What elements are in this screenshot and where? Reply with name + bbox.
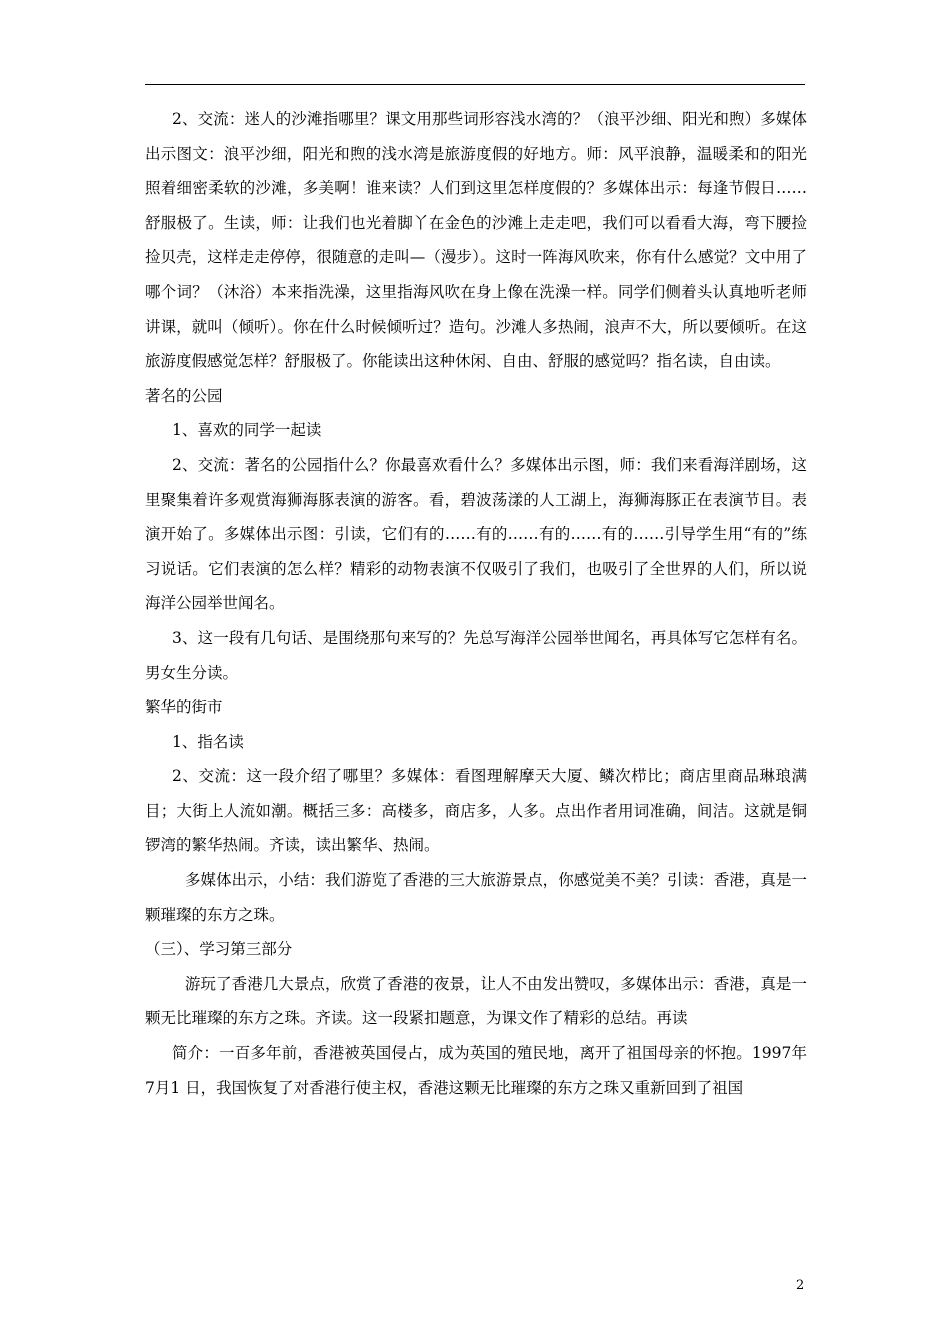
page-number: 2 xyxy=(796,1278,805,1293)
paragraph-park-discussion: 2、交流：著名的公园指什么？你最喜欢看什么？多媒体出示图，师：我们来看海洋剧场，这里聚集着许多观赏海狮海豚表演的游客。看，碧波荡漾的人工湖上，海狮海豚正在表演节目。表演开始了。多媒体出示图：引读，它们有的……有的……有的……有的……引导学生用“有的”练习说话。它们表演的怎么样？精彩的动物表演不仅吸引了我们，也吸引了全世界的人们，所以说海洋公园举世闻名。 xyxy=(145,455,807,613)
document-body xyxy=(145,102,807,1105)
header-rule xyxy=(145,84,805,85)
section-heading-part-three: （三）、学习第三部分 xyxy=(145,940,293,959)
section-heading-famous-park: 著名的公园 xyxy=(145,386,223,405)
paragraph-summary: 多媒体出示，小结：我们游览了香港的三大旅游景点，你感觉美不美？引读：香港，真是一颗璀璨的东方之珠。 xyxy=(145,871,807,924)
paragraph-history-intro: 简介：一百多年前，香港被英国侵占，成为英国的殖民地，离开了祖国母亲的怀抱。1997年7月1 日，我国恢复了对香港行使主权，香港这颗无比璀璨的东方之珠又重新回到了祖国 xyxy=(145,1044,807,1097)
paragraph-street-read: 1、指名读 xyxy=(172,732,244,751)
paragraph-park-structure: 3、这一段有几句话、是围绕那句来写的？先总写海洋公园举世闻名，再具体写它怎样有名。男女生分读。 xyxy=(145,628,807,682)
paragraph-beach-discussion: 2、交流：迷人的沙滩指哪里？课文用那些词形容浅水湾的？（浪平沙细、阳光和煦）多媒体出示图文：浪平沙细，阳光和煦的浅水湾是旅游度假的好地方。师：风平浪静，温暖柔和的阳光照着细密柔软的沙滩，多美啊！谁来读？人们到这里怎样度假的？多媒体出示：每逢节假日……舒服极了。生读，师：让我们也光着脚丫在金色的沙滩上走走吧，我们可以看看大海，弯下腰捡捡贝壳，这样走走停停，很随意的走叫—（漫步）。这时一阵海风吹来，你有什么感觉？文中用了哪个词？（沐浴）本来指洗澡，这里指海风吹在身上像在洗澡一样。同学们侧着头认真地听老师讲课，就叫（倾听）。你在什么时候倾听过？造句。沙滩人多热闹，浪声不大，所以要倾听。在这旅游度假感觉怎样？舒服极了。你能读出这种休闲、自由、舒服的感觉吗？指名读，自由读。 xyxy=(145,110,807,371)
paragraph-part-three: 游玩了香港几大景点，欣赏了香港的夜景，让人不由发出赞叹，多媒体出示：香港，真是一颗无比璀璨的东方之珠。齐读。这一段紧扣题意，为课文作了精彩的总结。再读 xyxy=(145,974,807,1028)
section-heading-busy-street: 繁华的街市 xyxy=(145,698,223,717)
paragraph-park-read: 1、喜欢的同学一起读 xyxy=(172,421,322,440)
paragraph-street-discussion: 2、交流：这一段介绍了哪里？多媒体：看图理解摩天大厦、鳞次栉比；商店里商品琳琅满目；大街上人流如潮。概括三多：高楼多，商店多，人多。点出作者用词准确，间洁。这就是铜锣湾的繁华热闹。齐读，读出繁华、热闹。 xyxy=(145,767,807,855)
